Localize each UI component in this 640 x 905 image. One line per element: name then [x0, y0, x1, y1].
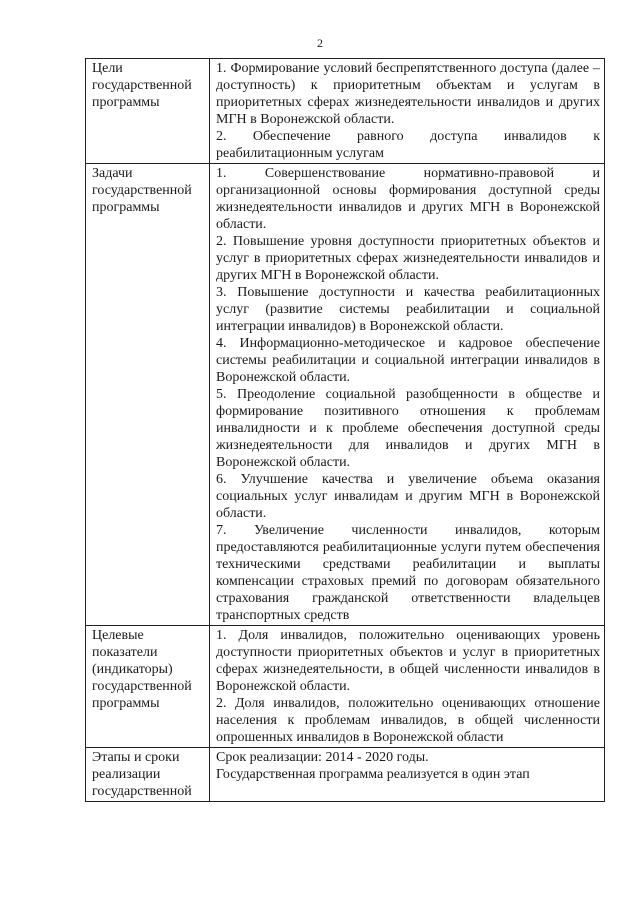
row-label-goals: Цели государственной программы — [86, 59, 210, 164]
task-item-3: 3. Повышение доступности и качества реабилитационных услуг (развитие системы реабилитации и социальной интеграции инвалидов) в Воронежской области. — [216, 285, 600, 334]
stage-item-1: Срок реализации: 2014 - 2020 годы. — [216, 750, 429, 765]
task-item-5: 5. Преодоление социальной разобщенности в обществе и формирование позитивного отношения к проблемам инвалидности и к проблеме обеспечения доступной среды жизнедеятельности для инвалидов и других МГН в Воронежской области. — [216, 387, 600, 470]
goal-item-1: 1. Формирование условий беспрепятственного доступа (далее – доступность) к приоритетным объектам и услугам в приоритетных сферах жизнедеятельности инвалидов и других МГН в Воронежской области. — [216, 61, 600, 127]
program-passport-table — [85, 58, 605, 802]
row-content-tasks — [210, 164, 605, 626]
table-row-indicators — [86, 626, 605, 748]
row-content-goals — [210, 59, 605, 164]
task-item-2: 2. Повышение уровня доступности приоритетных объектов и услуг в приоритетных сферах жизнедеятельности инвалидов и других МГН в Воронежской области. — [216, 234, 600, 283]
table-row-stages — [86, 748, 605, 802]
page-number: 2 — [317, 36, 323, 50]
table-row-tasks — [86, 164, 605, 626]
row-label-tasks: Задачи государственной программы — [86, 164, 210, 626]
task-item-4: 4. Информационно-методическое и кадровое обеспечение системы реабилитации и социальной интеграции инвалидов в Воронежской области. — [216, 336, 600, 385]
goal-item-2: 2. Обеспечение равного доступа инвалидов к реабилитационным услугам — [216, 129, 600, 161]
indicator-item-1: 1. Доля инвалидов, положительно оценивающих уровень доступности приоритетных объектов и услуг в приоритетных сферах жизнедеятельности, в общей численности инвалидов в Воронежской области. — [216, 628, 600, 694]
task-item-1: 1. Совершенствование нормативно-правовой и организационной основы формирования доступной среды жизнедеятельности инвалидов и других МГН в Воронежской области. — [216, 166, 600, 232]
row-content-indicators — [210, 626, 605, 748]
task-item-7: 7. Увеличение численности инвалидов, которым предоставляются реабилитационные услуги путем обеспечения техническими средствами реабилитации и выплаты компенсации страховых премий по договорам обязательного страхования гражданской ответственности владельцев транспортных средств — [216, 523, 600, 623]
stage-item-2: Государственная программа реализуется в один этап — [216, 767, 530, 782]
row-label-indicators: Целевые показатели (индикаторы) государственной программы — [86, 626, 210, 748]
task-item-6: 6. Улучшение качества и увеличение объема оказания социальных услуг инвалидам и другим МГН в Воронежской области. — [216, 472, 600, 521]
table-row-goals — [86, 59, 605, 164]
row-content-stages — [210, 748, 605, 802]
row-label-stages: Этапы и сроки реализации государственной — [86, 748, 210, 802]
indicator-item-2: 2. Доля инвалидов, положительно оценивающих отношение населения к проблемам инвалидов, в общей численности опрошенных инвалидов в Воронежской области — [216, 696, 600, 745]
